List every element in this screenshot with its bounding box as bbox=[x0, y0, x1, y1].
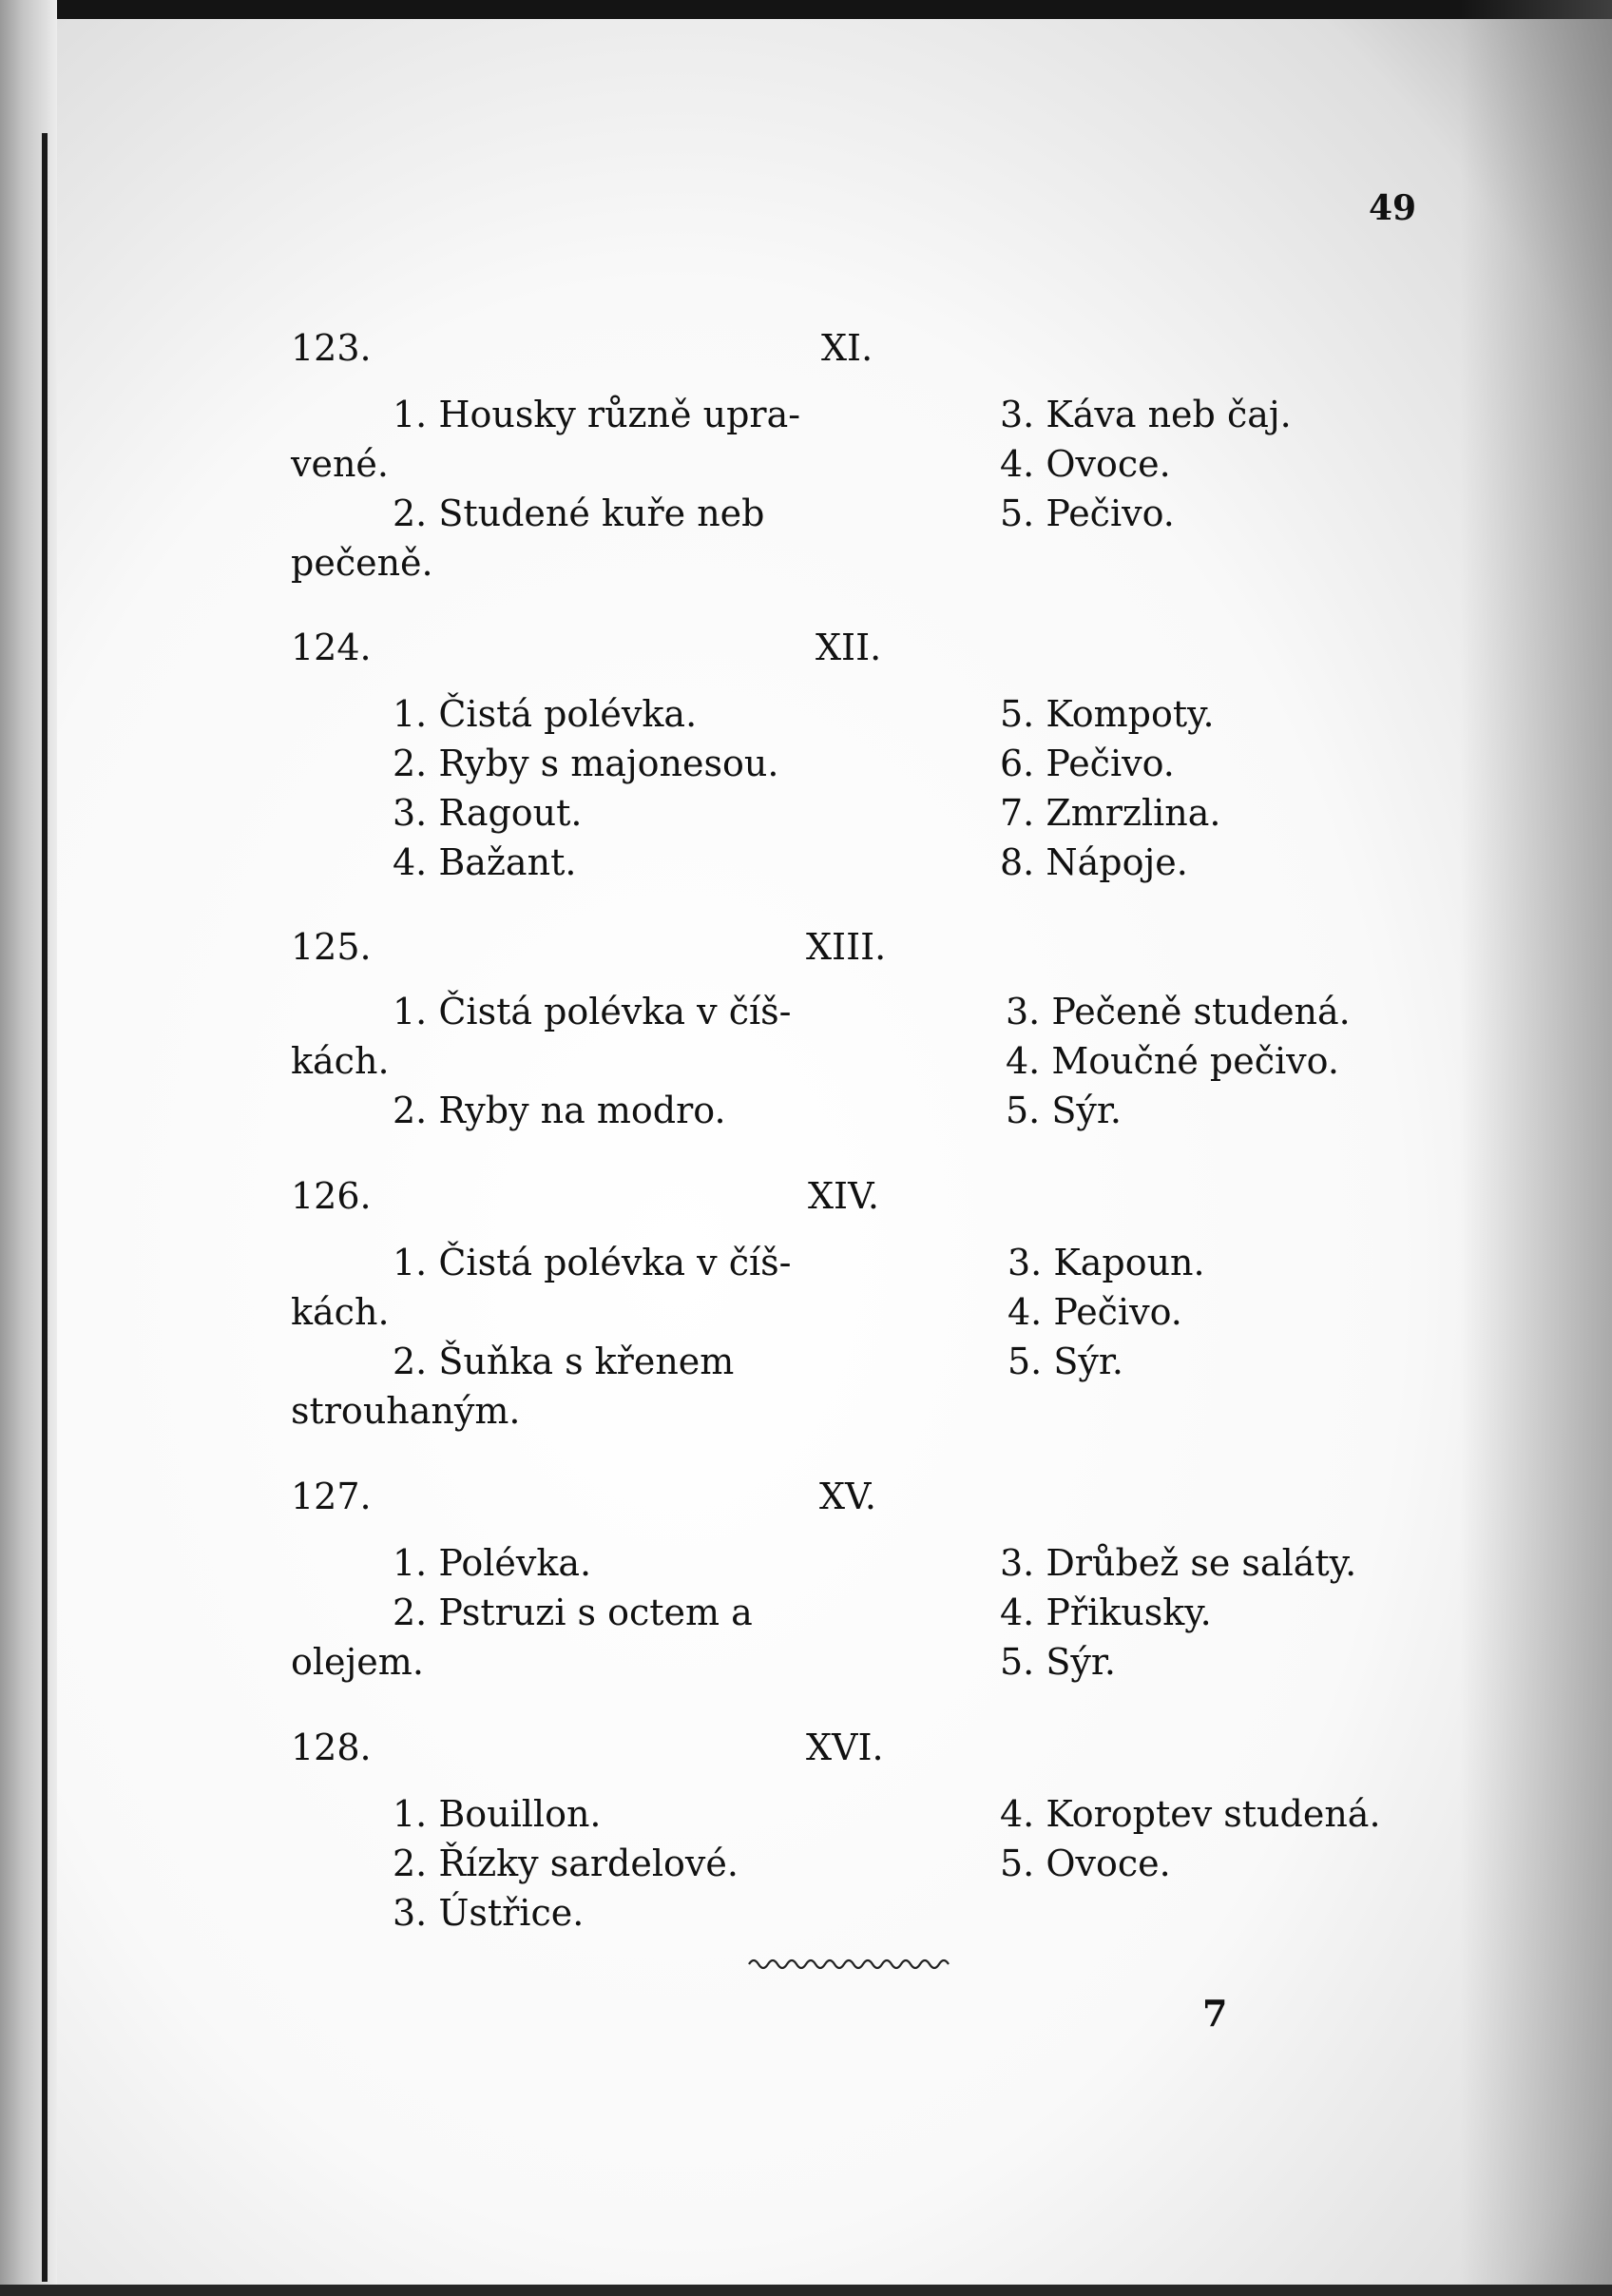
menu-item-right: 5. Sýr. bbox=[1008, 1341, 1123, 1382]
menu-item-right: 5. Kompoty. bbox=[1000, 693, 1215, 735]
signature-mark: 7 bbox=[1202, 1992, 1228, 2035]
menu-item-left: 2. Šuňka s křenem bbox=[393, 1341, 735, 1382]
menu-item-left: strouhaným. bbox=[291, 1390, 521, 1432]
menu-item-left: olejem. bbox=[291, 1641, 424, 1683]
menu-item-right: 4. Moučné pečivo. bbox=[1006, 1040, 1339, 1082]
menu-number: 125. bbox=[291, 926, 372, 968]
binding-line bbox=[42, 133, 48, 2282]
menu-item-right: 6. Pečivo. bbox=[1000, 743, 1175, 784]
menu-item-right: 5. Sýr. bbox=[1006, 1090, 1122, 1131]
menu-item-left: 2. Pstruzi s octem a bbox=[393, 1592, 753, 1633]
page-gutter bbox=[0, 0, 57, 2296]
menu-item-right: 4. Ovoce. bbox=[1000, 443, 1171, 485]
menu-item-left: 1. Čistá polévka v číš- bbox=[393, 991, 792, 1032]
menu-item-left: vené. bbox=[291, 443, 389, 485]
page-number: 49 bbox=[1369, 188, 1417, 228]
menu-item-right: 5. Sýr. bbox=[1000, 1641, 1116, 1683]
menu-item-left: 2. Studené kuře neb bbox=[393, 492, 765, 534]
decorative-tilde-rule bbox=[747, 1953, 950, 1974]
menu-item-left: 3. Ústřice. bbox=[393, 1892, 585, 1934]
menu-item-right: 8. Nápoje. bbox=[1000, 841, 1188, 883]
menu-number: 128. bbox=[291, 1727, 372, 1768]
menu-item-right: 4. Přikusky. bbox=[1000, 1592, 1212, 1633]
menu-item-left: 1. Čistá polévka. bbox=[393, 693, 698, 735]
menu-number: 127. bbox=[291, 1476, 372, 1517]
menu-item-left: kách. bbox=[291, 1040, 390, 1082]
menu-item-left: pečeně. bbox=[291, 542, 433, 584]
page-top-edge bbox=[0, 0, 1612, 19]
menu-roman-numeral: XIV. bbox=[808, 1175, 879, 1217]
menu-item-left: kách. bbox=[291, 1291, 390, 1333]
menu-item-left: 1. Bouillon. bbox=[393, 1793, 602, 1835]
menu-roman-numeral: XI. bbox=[821, 327, 873, 369]
menu-item-right: 5. Pečivo. bbox=[1000, 492, 1175, 534]
menu-number: 123. bbox=[291, 327, 372, 369]
menu-item-right: 7. Zmrzlina. bbox=[1000, 792, 1221, 834]
menu-item-left: 3. Ragout. bbox=[393, 792, 583, 834]
menu-item-left: 2. Řízky sardelové. bbox=[393, 1843, 739, 1884]
menu-item-right: 5. Ovoce. bbox=[1000, 1843, 1171, 1884]
menu-item-right: 3. Kapoun. bbox=[1008, 1242, 1205, 1283]
page-edge-shadow bbox=[1460, 0, 1612, 2296]
menu-number: 124. bbox=[291, 627, 372, 668]
menu-item-left: 1. Čistá polévka v číš- bbox=[393, 1242, 792, 1283]
menu-item-left: 1. Polévka. bbox=[393, 1542, 592, 1584]
menu-item-right: 3. Drůbež se saláty. bbox=[1000, 1542, 1357, 1584]
menu-number: 126. bbox=[291, 1175, 372, 1217]
menu-item-left: 2. Ryby na modro. bbox=[393, 1090, 726, 1131]
menu-item-right: 4. Koroptev studená. bbox=[1000, 1793, 1381, 1835]
menu-item-right: 4. Pečivo. bbox=[1008, 1291, 1182, 1333]
menu-item-left: 4. Bažant. bbox=[393, 841, 577, 883]
menu-roman-numeral: XVI. bbox=[806, 1727, 884, 1768]
menu-item-left: 1. Housky různě upra- bbox=[393, 394, 801, 435]
menu-roman-numeral: XII. bbox=[816, 627, 882, 668]
menu-item-right: 3. Pečeně studená. bbox=[1006, 991, 1351, 1032]
page-bottom-edge bbox=[0, 2285, 1612, 2296]
menu-item-right: 3. Káva neb čaj. bbox=[1000, 394, 1292, 435]
menu-roman-numeral: XV. bbox=[819, 1476, 876, 1517]
menu-item-left: 2. Ryby s majonesou. bbox=[393, 743, 779, 784]
menu-roman-numeral: XIII. bbox=[806, 926, 887, 968]
